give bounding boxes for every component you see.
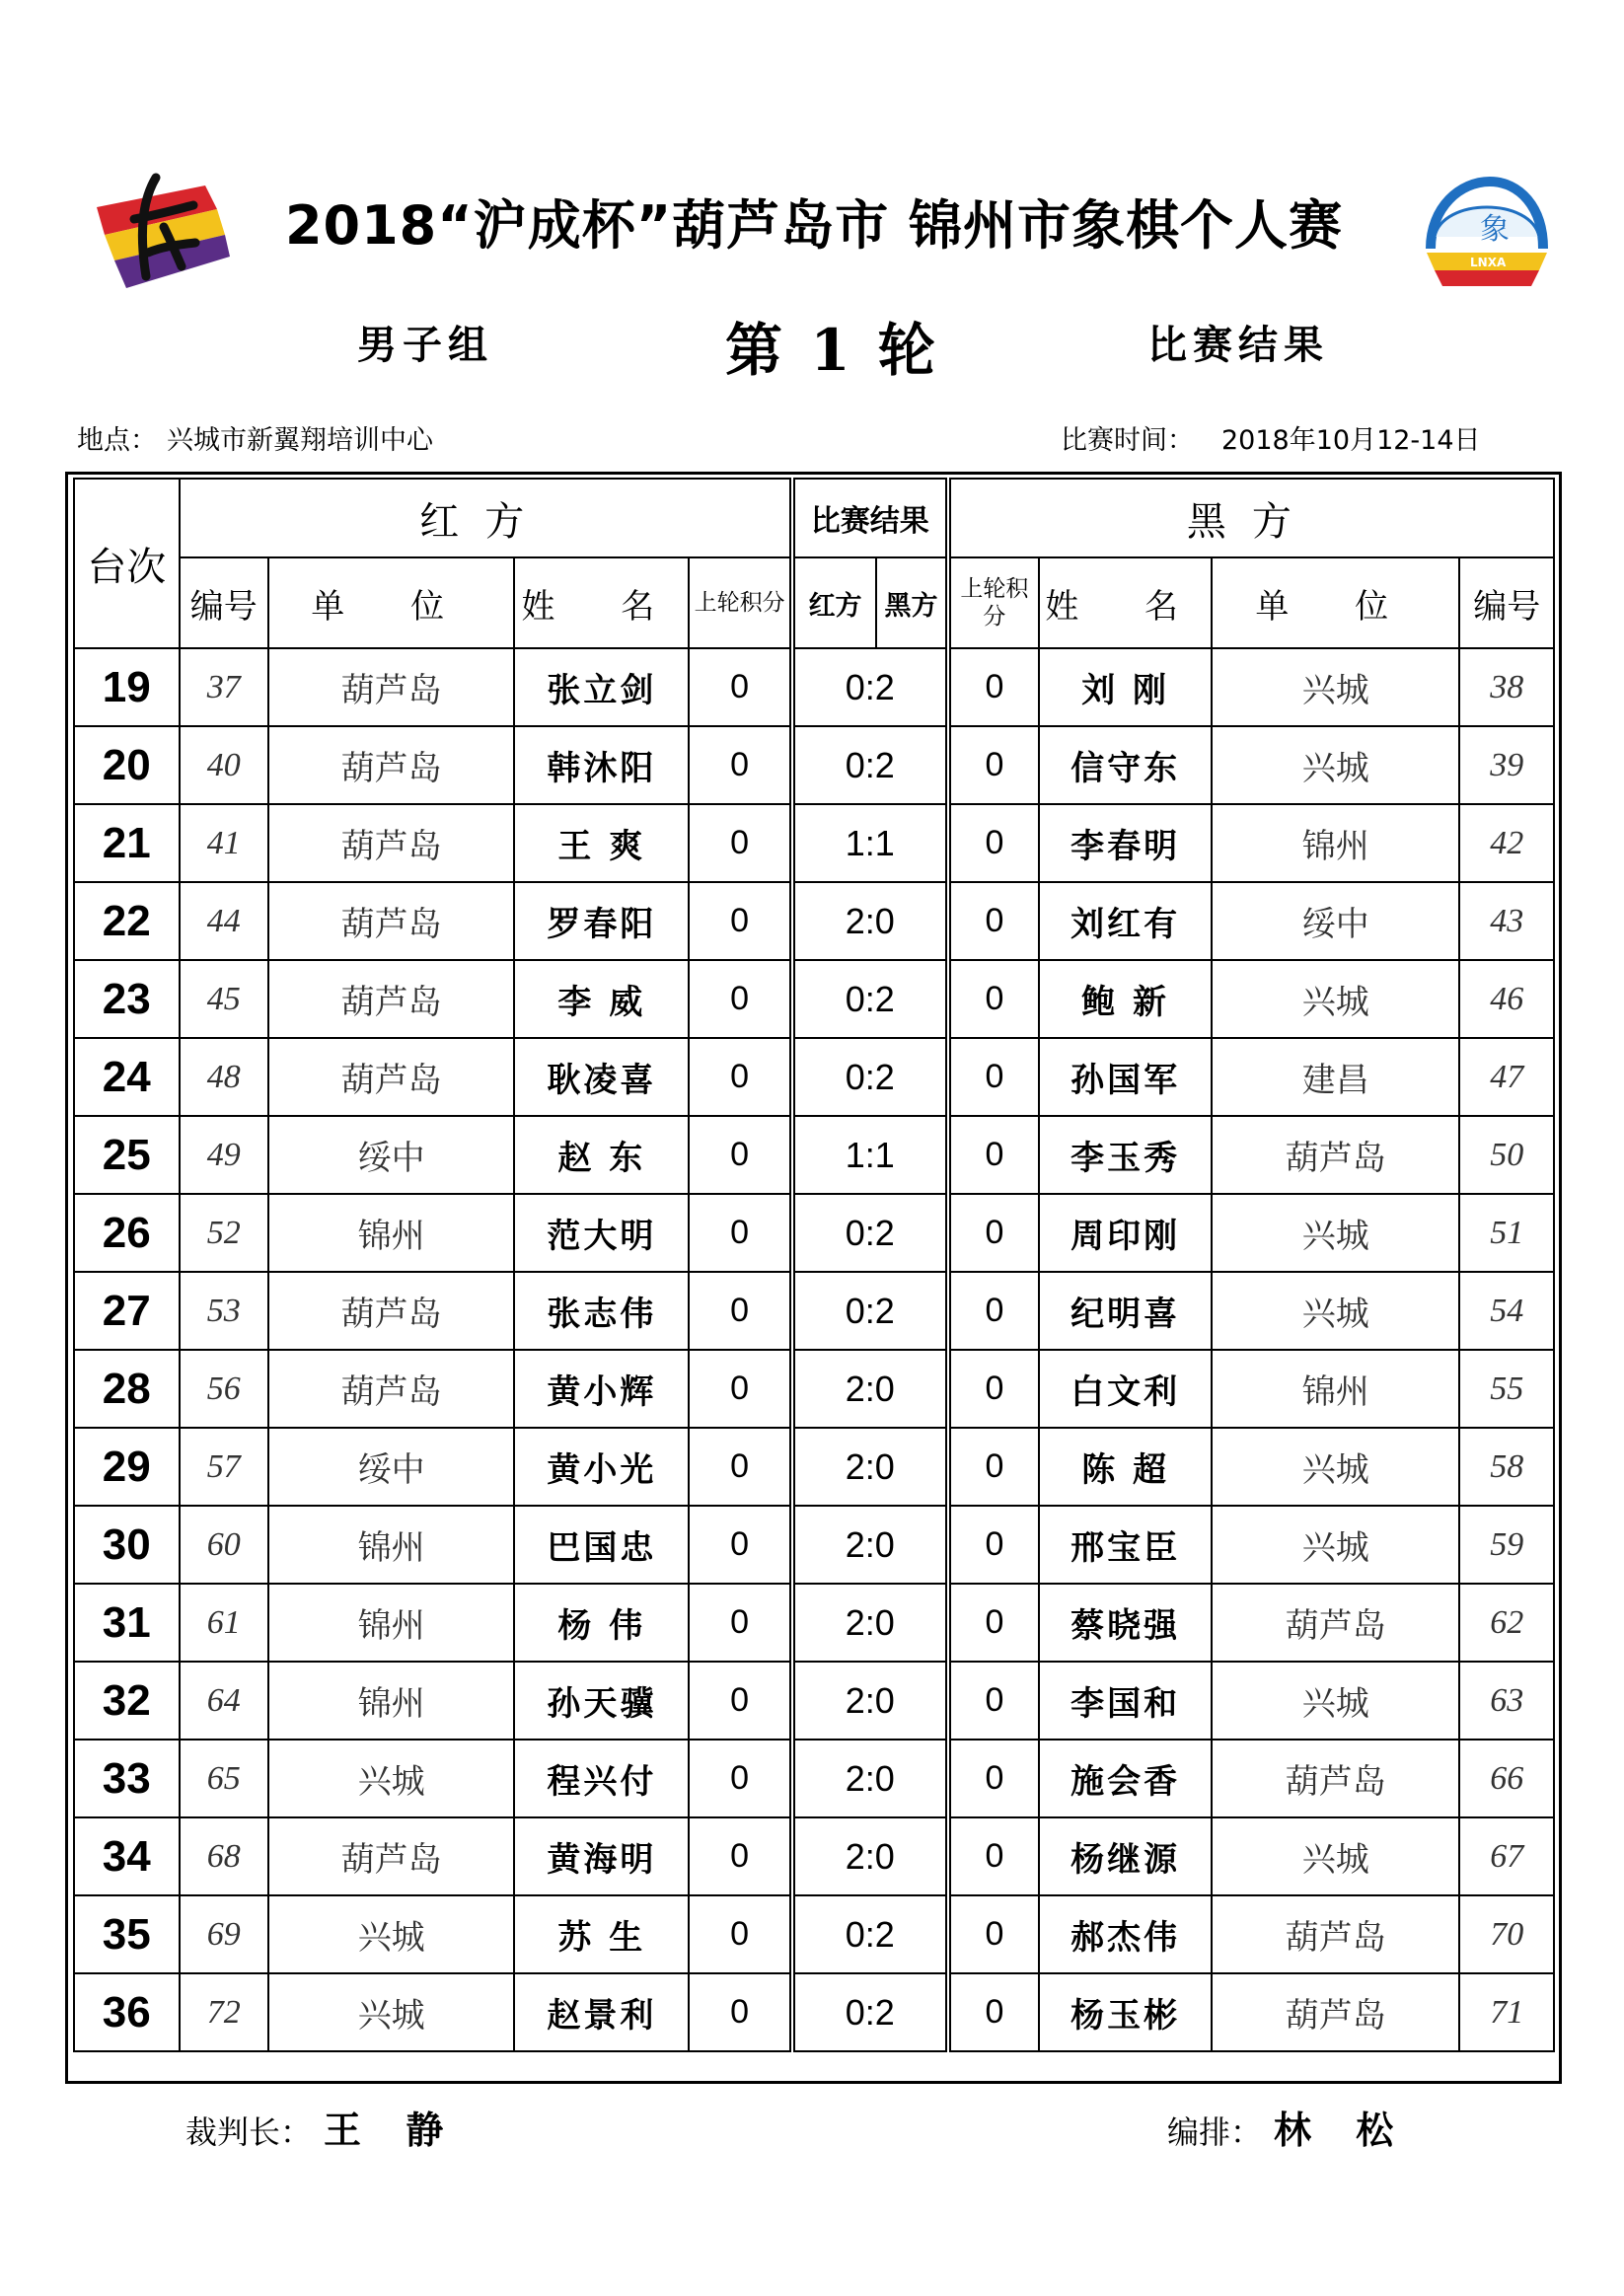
black-points-cell: 0	[948, 1584, 1039, 1662]
red-points-cell: 0	[689, 1506, 792, 1584]
red-points-cell: 0	[689, 1194, 792, 1272]
table-number-cell: 35	[74, 1895, 180, 1973]
venue-value: 兴城市新翼翔培训中心	[167, 425, 433, 456]
red-points-cell: 0	[689, 1428, 792, 1506]
red-points-cell: 0	[689, 1272, 792, 1350]
black-points-cell: 0	[948, 726, 1039, 804]
red-name-cell: 程兴付	[514, 1740, 689, 1817]
score-cell: 0:2	[792, 1973, 948, 2051]
red-unit-cell: 葫芦岛	[268, 960, 514, 1038]
header-red-number: 编号	[180, 557, 268, 648]
red-unit-cell: 葫芦岛	[268, 1038, 514, 1116]
red-points-cell: 0	[689, 1584, 792, 1662]
black-unit-cell: 兴城	[1212, 1817, 1459, 1895]
red-number-cell: 53	[180, 1272, 268, 1350]
score-cell: 2:0	[792, 1350, 948, 1428]
red-unit-cell: 绥中	[268, 1428, 514, 1506]
black-points-cell: 0	[948, 648, 1039, 726]
black-number-cell: 50	[1459, 1116, 1554, 1194]
red-name-cell: 孙天骥	[514, 1662, 689, 1740]
red-unit-cell: 兴城	[268, 1973, 514, 2051]
red-name-cell: 黄小光	[514, 1428, 689, 1506]
red-points-cell: 0	[689, 882, 792, 960]
red-name-cell: 苏 生	[514, 1895, 689, 1973]
black-number-cell: 46	[1459, 960, 1554, 1038]
red-points-cell: 0	[689, 960, 792, 1038]
red-points-cell: 0	[689, 648, 792, 726]
page-title: 2018“沪成杯”葫芦岛市 锦州市象棋个人赛	[284, 194, 1344, 257]
round-label: 第 1 轮	[725, 317, 939, 384]
results-body	[74, 648, 1554, 2051]
score-cell: 2:0	[792, 1428, 948, 1506]
table-number-cell: 25	[74, 1116, 180, 1194]
black-name-cell: 周印刚	[1039, 1194, 1212, 1272]
table-row	[74, 960, 1554, 1038]
red-points-cell: 0	[689, 1662, 792, 1740]
red-name-cell: 巴国忠	[514, 1506, 689, 1584]
red-name-cell: 黄海明	[514, 1817, 689, 1895]
red-name-cell: 赵景利	[514, 1973, 689, 2051]
red-unit-cell: 锦州	[268, 1584, 514, 1662]
black-points-cell: 0	[948, 1038, 1039, 1116]
referee-signature	[185, 2100, 459, 2154]
red-number-cell: 61	[180, 1584, 268, 1662]
header-black-number: 编号	[1459, 557, 1554, 648]
red-name-cell: 李 威	[514, 960, 689, 1038]
svg-text:象: 象	[1480, 212, 1510, 247]
red-number-cell: 45	[180, 960, 268, 1038]
black-unit-cell: 兴城	[1212, 1506, 1459, 1584]
table-number-cell: 27	[74, 1272, 180, 1350]
red-points-cell: 0	[689, 1895, 792, 1973]
red-points-cell: 0	[689, 1350, 792, 1428]
table-row	[74, 1584, 1554, 1662]
black-name-cell: 刘 刚	[1039, 648, 1212, 726]
table-number-cell: 36	[74, 1973, 180, 2051]
black-points-cell: 0	[948, 1740, 1039, 1817]
score-cell: 0:2	[792, 1194, 948, 1272]
red-name-cell: 张立剑	[514, 648, 689, 726]
black-name-cell: 杨继源	[1039, 1817, 1212, 1895]
header-red-unit: 单 位	[268, 557, 514, 648]
black-unit-cell: 兴城	[1212, 960, 1459, 1038]
table-row	[74, 804, 1554, 882]
table-row	[74, 882, 1554, 960]
black-points-cell: 0	[948, 1194, 1039, 1272]
table-row	[74, 1662, 1554, 1740]
red-unit-cell: 葫芦岛	[268, 648, 514, 726]
red-name-cell: 耿凌喜	[514, 1038, 689, 1116]
time-info	[1061, 418, 1481, 457]
right-logo	[1413, 168, 1561, 296]
red-name-cell: 杨 伟	[514, 1584, 689, 1662]
black-unit-cell: 建昌	[1212, 1038, 1459, 1116]
table-row	[74, 1817, 1554, 1895]
black-name-cell: 鲍 新	[1039, 960, 1212, 1038]
red-unit-cell: 绥中	[268, 1116, 514, 1194]
black-name-cell: 李春明	[1039, 804, 1212, 882]
black-name-cell: 白文利	[1039, 1350, 1212, 1428]
header-black-unit: 单 位	[1212, 557, 1459, 648]
score-cell: 0:2	[792, 726, 948, 804]
table-number-cell: 26	[74, 1194, 180, 1272]
table-number-cell: 23	[74, 960, 180, 1038]
black-unit-cell: 葫芦岛	[1212, 1584, 1459, 1662]
red-number-cell: 64	[180, 1662, 268, 1740]
referee-label: 裁判长：	[185, 2113, 313, 2151]
black-name-cell: 陈 超	[1039, 1428, 1212, 1506]
table-row	[74, 1973, 1554, 2051]
black-name-cell: 孙国军	[1039, 1038, 1212, 1116]
table-number-cell: 30	[74, 1506, 180, 1584]
black-unit-cell: 兴城	[1212, 1428, 1459, 1506]
svg-text:LNXA: LNXA	[1470, 256, 1507, 269]
red-unit-cell: 葫芦岛	[268, 804, 514, 882]
red-points-cell: 0	[689, 1038, 792, 1116]
score-cell: 0:2	[792, 1038, 948, 1116]
black-points-cell: 0	[948, 1428, 1039, 1506]
red-number-cell: 72	[180, 1973, 268, 2051]
black-points-cell: 0	[948, 960, 1039, 1038]
venue-label: 地点：	[77, 425, 157, 456]
black-number-cell: 51	[1459, 1194, 1554, 1272]
red-number-cell: 41	[180, 804, 268, 882]
red-number-cell: 44	[180, 882, 268, 960]
black-unit-cell: 锦州	[1212, 1350, 1459, 1428]
table-number-cell: 29	[74, 1428, 180, 1506]
red-points-cell: 0	[689, 1740, 792, 1817]
red-number-cell: 69	[180, 1895, 268, 1973]
header-black-short: 黑方	[876, 557, 947, 648]
time-label: 比赛时间：	[1061, 425, 1194, 456]
black-points-cell: 0	[948, 1662, 1039, 1740]
red-number-cell: 60	[180, 1506, 268, 1584]
score-cell: 1:1	[792, 1116, 948, 1194]
table-row	[74, 1116, 1554, 1194]
red-number-cell: 37	[180, 648, 268, 726]
score-cell: 0:2	[792, 1272, 948, 1350]
red-number-cell: 48	[180, 1038, 268, 1116]
black-number-cell: 63	[1459, 1662, 1554, 1740]
arranger-signature	[1167, 2100, 1409, 2154]
table-row	[74, 1272, 1554, 1350]
black-points-cell: 0	[948, 882, 1039, 960]
header-result: 比赛结果	[792, 479, 948, 557]
red-number-cell: 65	[180, 1740, 268, 1817]
black-unit-cell: 绥中	[1212, 882, 1459, 960]
black-number-cell: 42	[1459, 804, 1554, 882]
header-red-short: 红方	[792, 557, 876, 648]
header-red-prev-points: 上轮积分	[689, 557, 792, 648]
black-points-cell: 0	[948, 804, 1039, 882]
red-name-cell: 赵 东	[514, 1116, 689, 1194]
table-number-cell: 22	[74, 882, 180, 960]
black-number-cell: 38	[1459, 648, 1554, 726]
black-name-cell: 杨玉彬	[1039, 1973, 1212, 2051]
black-number-cell: 70	[1459, 1895, 1554, 1973]
table-number-cell: 24	[74, 1038, 180, 1116]
score-cell: 2:0	[792, 1584, 948, 1662]
group-label: 男子组	[357, 322, 493, 368]
red-name-cell: 张志伟	[514, 1272, 689, 1350]
red-number-cell: 40	[180, 726, 268, 804]
score-cell: 2:0	[792, 1506, 948, 1584]
result-label: 比赛结果	[1147, 322, 1329, 368]
red-number-cell: 56	[180, 1350, 268, 1428]
score-cell: 2:0	[792, 882, 948, 960]
table-row	[74, 1194, 1554, 1272]
table-number-cell: 28	[74, 1350, 180, 1428]
red-unit-cell: 葫芦岛	[268, 1817, 514, 1895]
black-number-cell: 66	[1459, 1740, 1554, 1817]
table-row	[74, 648, 1554, 726]
black-number-cell: 55	[1459, 1350, 1554, 1428]
black-number-cell: 47	[1459, 1038, 1554, 1116]
black-unit-cell: 葫芦岛	[1212, 1895, 1459, 1973]
header-red-name: 姓 名	[514, 557, 689, 648]
black-points-cell: 0	[948, 1350, 1039, 1428]
red-number-cell: 68	[180, 1817, 268, 1895]
results-table	[73, 478, 1555, 2052]
table-row	[74, 1428, 1554, 1506]
black-number-cell: 71	[1459, 1973, 1554, 2051]
red-points-cell: 0	[689, 1116, 792, 1194]
black-name-cell: 李国和	[1039, 1662, 1212, 1740]
black-unit-cell: 锦州	[1212, 804, 1459, 882]
referee-name: 王 静	[324, 2108, 460, 2152]
red-unit-cell: 兴城	[268, 1895, 514, 1973]
black-unit-cell: 葫芦岛	[1212, 1116, 1459, 1194]
black-number-cell: 62	[1459, 1584, 1554, 1662]
score-cell: 2:0	[792, 1662, 948, 1740]
black-name-cell: 刘红有	[1039, 882, 1212, 960]
black-points-cell: 0	[948, 1506, 1039, 1584]
black-points-cell: 0	[948, 1973, 1039, 2051]
black-unit-cell: 兴城	[1212, 1194, 1459, 1272]
arranger-label: 编排：	[1167, 2113, 1263, 2151]
table-row	[74, 1350, 1554, 1428]
black-name-cell: 纪明喜	[1039, 1272, 1212, 1350]
red-unit-cell: 葫芦岛	[268, 726, 514, 804]
header-black-side: 黑方	[948, 479, 1554, 557]
score-cell: 2:0	[792, 1740, 948, 1817]
header-black-name: 姓 名	[1039, 557, 1212, 648]
red-name-cell: 王 爽	[514, 804, 689, 882]
table-row	[74, 726, 1554, 804]
black-unit-cell: 兴城	[1212, 1272, 1459, 1350]
red-unit-cell: 兴城	[268, 1740, 514, 1817]
black-name-cell: 蔡晓强	[1039, 1584, 1212, 1662]
red-unit-cell: 锦州	[268, 1194, 514, 1272]
score-cell: 0:2	[792, 1895, 948, 1973]
black-number-cell: 39	[1459, 726, 1554, 804]
black-name-cell: 邢宝臣	[1039, 1506, 1212, 1584]
red-number-cell: 49	[180, 1116, 268, 1194]
black-name-cell: 信守东	[1039, 726, 1212, 804]
black-number-cell: 58	[1459, 1428, 1554, 1506]
black-number-cell: 67	[1459, 1817, 1554, 1895]
table-number-cell: 21	[74, 804, 180, 882]
table-number-cell: 33	[74, 1740, 180, 1817]
black-unit-cell: 兴城	[1212, 726, 1459, 804]
table-number-cell: 19	[74, 648, 180, 726]
red-unit-cell: 葫芦岛	[268, 1350, 514, 1428]
black-name-cell: 李玉秀	[1039, 1116, 1212, 1194]
black-points-cell: 0	[948, 1895, 1039, 1973]
header-black-prev-points: 上轮积分	[948, 557, 1039, 648]
table-number-cell: 31	[74, 1584, 180, 1662]
black-unit-cell: 兴城	[1212, 1662, 1459, 1740]
red-number-cell: 52	[180, 1194, 268, 1272]
red-name-cell: 黄小辉	[514, 1350, 689, 1428]
red-name-cell: 罗春阳	[514, 882, 689, 960]
black-name-cell: 郝杰伟	[1039, 1895, 1212, 1973]
score-cell: 1:1	[792, 804, 948, 882]
arranger-name: 林 松	[1274, 2108, 1410, 2152]
red-points-cell: 0	[689, 726, 792, 804]
red-unit-cell: 葫芦岛	[268, 882, 514, 960]
header-table-no: 台次	[74, 479, 180, 648]
red-points-cell: 0	[689, 1817, 792, 1895]
header-red-side: 红方	[180, 479, 792, 557]
red-unit-cell: 锦州	[268, 1506, 514, 1584]
red-number-cell: 57	[180, 1428, 268, 1506]
black-number-cell: 59	[1459, 1506, 1554, 1584]
black-points-cell: 0	[948, 1272, 1039, 1350]
score-cell: 0:2	[792, 648, 948, 726]
left-logo	[87, 158, 235, 306]
red-name-cell: 范大明	[514, 1194, 689, 1272]
red-name-cell: 韩沐阳	[514, 726, 689, 804]
score-cell: 0:2	[792, 960, 948, 1038]
black-unit-cell: 兴城	[1212, 648, 1459, 726]
black-unit-cell: 葫芦岛	[1212, 1973, 1459, 2051]
table-number-cell: 32	[74, 1662, 180, 1740]
black-number-cell: 43	[1459, 882, 1554, 960]
time-value: 2018年10月12-14日	[1221, 425, 1481, 456]
score-cell: 2:0	[792, 1817, 948, 1895]
table-row	[74, 1740, 1554, 1817]
red-points-cell: 0	[689, 1973, 792, 2051]
table-row	[74, 1506, 1554, 1584]
table-row	[74, 1038, 1554, 1116]
table-number-cell: 34	[74, 1817, 180, 1895]
red-unit-cell: 葫芦岛	[268, 1272, 514, 1350]
table-number-cell: 20	[74, 726, 180, 804]
red-unit-cell: 锦州	[268, 1662, 514, 1740]
black-points-cell: 0	[948, 1817, 1039, 1895]
table-row	[74, 1895, 1554, 1973]
venue-info	[77, 418, 433, 457]
black-name-cell: 施会香	[1039, 1740, 1212, 1817]
black-number-cell: 54	[1459, 1272, 1554, 1350]
black-points-cell: 0	[948, 1116, 1039, 1194]
black-unit-cell: 葫芦岛	[1212, 1740, 1459, 1817]
red-points-cell: 0	[689, 804, 792, 882]
